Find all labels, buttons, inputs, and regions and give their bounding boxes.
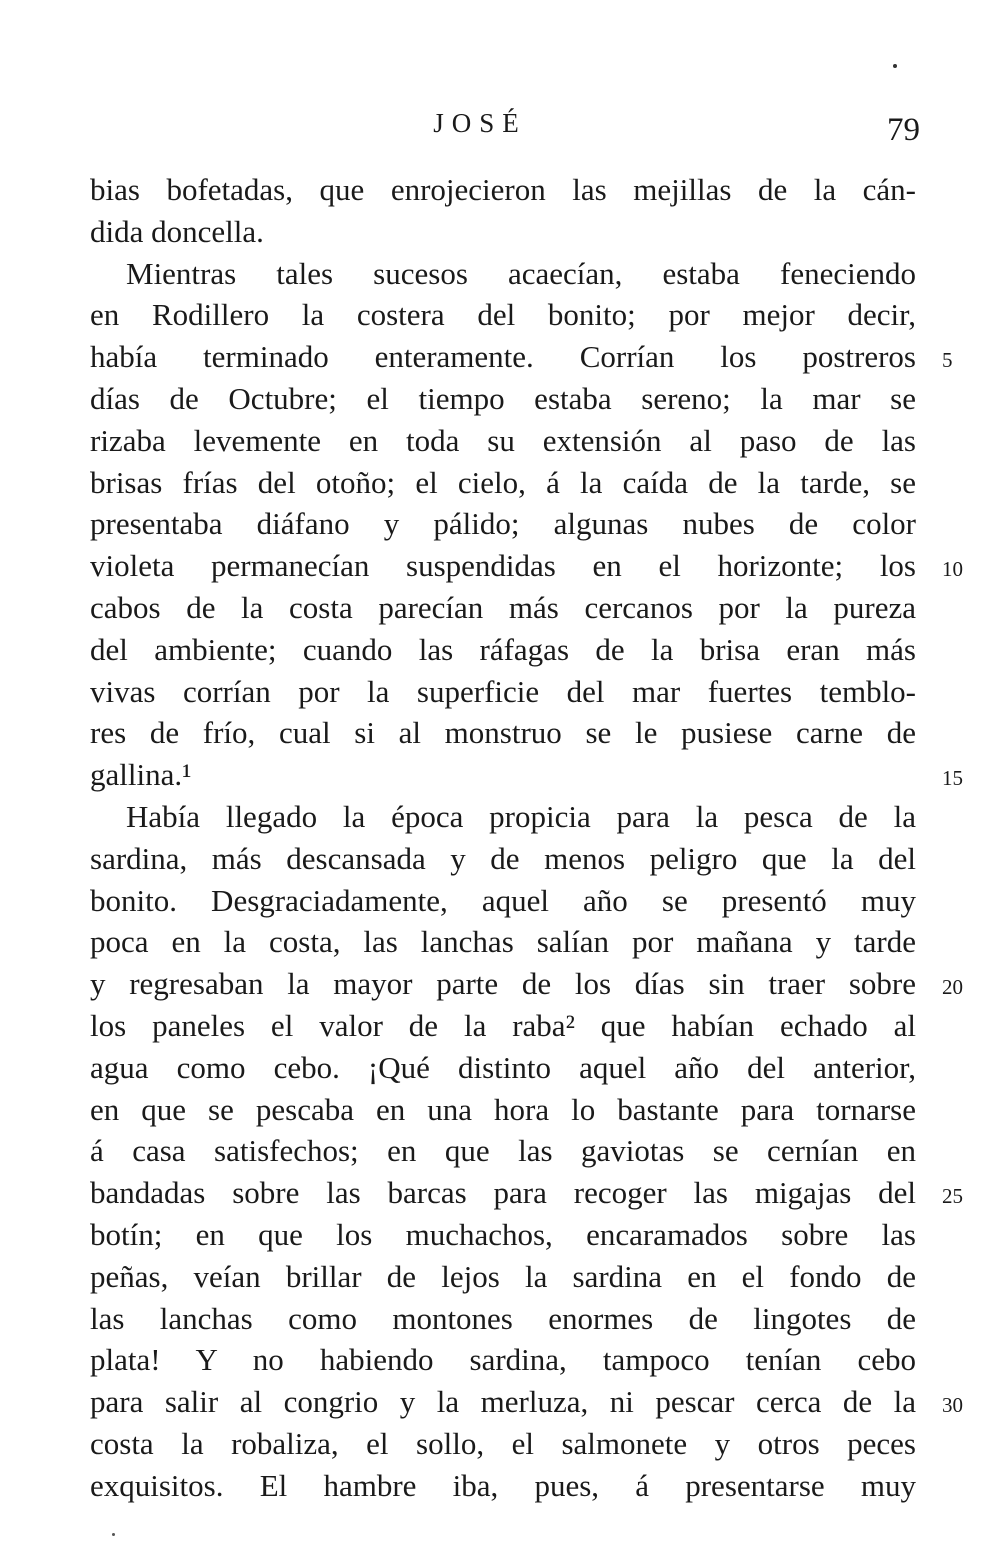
text-line-content: Mientras tales sucesos acaecían, estaba feneciendo — [126, 255, 916, 291]
text-line-content: res de frío, cual si al monstruo se le pusiese carne de — [90, 715, 916, 751]
text-line — [90, 211, 916, 253]
text-line — [90, 963, 963, 1005]
text-line — [90, 1339, 916, 1381]
text-line-content: agua como cebo. ¡Qué distinto aquel año del anterior, — [90, 1049, 916, 1085]
printer-speck-bottom — [112, 1533, 115, 1536]
text-line-content: presentaba diáfano y pálido; algunas nubes de color — [90, 506, 916, 542]
text-line-content: y regresaban la mayor parte de los días sin traer sobre — [90, 966, 916, 1002]
line-number: 5 — [942, 348, 953, 373]
text-line-content: sardina, más descansada y de menos peligro que la del — [90, 840, 916, 876]
text-line-content: cabos de la costa parecían más cercanos por la pureza — [90, 589, 916, 625]
text-line — [90, 1005, 916, 1047]
text-line — [90, 462, 916, 504]
line-number: 20 — [942, 975, 963, 1000]
text-line — [90, 1089, 916, 1131]
text-line — [90, 754, 963, 796]
text-line-content: vivas corrían por la superficie del mar fuertes temblo- — [90, 673, 916, 709]
text-line-content: los paneles el valor de la raba² que habían echado al — [90, 1007, 916, 1043]
text-line-content: brisas frías del otoño; el cielo, á la caída de la tarde, se — [90, 464, 916, 500]
text-line-content: dida doncella. — [90, 213, 264, 249]
running-header-title: JOSÉ — [433, 108, 527, 138]
text-line — [90, 1256, 916, 1298]
text-line-content: exquisitos. El hambre iba, pues, á presentarse muy — [90, 1467, 916, 1503]
text-line-content: botín; en que los muchachos, encaramados sobre las — [90, 1216, 916, 1252]
text-line — [90, 1381, 963, 1423]
text-line — [90, 253, 916, 295]
text-line-content: rizaba levemente en toda su extensión al paso de las — [90, 422, 916, 458]
page-number: 79 — [887, 112, 920, 148]
text-line — [90, 1465, 916, 1507]
text-line-content: bonito. Desgraciadamente, aquel año se presentó muy — [90, 882, 916, 918]
text-line-content: en que se pescaba en una hora lo bastante para tornarse — [90, 1091, 916, 1127]
text-line — [90, 629, 916, 671]
line-number: 30 — [942, 1393, 963, 1418]
text-line-content: bias bofetadas, que enrojecieron las mejillas de la cán- — [90, 172, 916, 207]
text-line-content: bandadas sobre las barcas para recoger las migajas del — [90, 1175, 916, 1211]
text-line-content: Había llegado la época propicia para la pesca de la — [126, 798, 916, 834]
text-line — [90, 671, 916, 713]
text-line-content: había terminado enteramente. Corrían los postreros — [90, 339, 916, 375]
text-line — [90, 1172, 963, 1214]
text-line — [90, 545, 963, 587]
text-line-content: plata! Y no habiendo sardina, tampoco tenían cebo — [90, 1342, 916, 1378]
text-line-content: para salir al congrio y la merluza, ni pescar cerca de la — [90, 1384, 916, 1420]
text-line — [90, 1214, 916, 1256]
text-line-content: á casa satisfechos; en que las gaviotas se cernían en — [90, 1133, 916, 1169]
text-line-content: gallina.¹ — [90, 757, 192, 793]
text-line-content: en Rodillero la costera del bonito; por mejor decir, — [90, 297, 916, 333]
line-number: 10 — [942, 557, 963, 582]
text-line — [90, 420, 916, 462]
text-line — [90, 503, 916, 545]
text-line — [90, 712, 916, 754]
text-line — [90, 1423, 916, 1465]
text-line — [90, 1047, 916, 1089]
text-line-content: peñas, veían brillar de lejos la sardina en el fondo de — [90, 1258, 916, 1294]
text-line — [90, 336, 953, 378]
text-line-content: violeta permanecían suspendidas en el horizonte; los — [90, 548, 916, 584]
text-line-content: costa la robaliza, el sollo, el salmonete y otros peces — [90, 1425, 916, 1461]
text-line — [90, 378, 916, 420]
text-line — [90, 838, 916, 880]
text-line — [90, 294, 916, 336]
text-line-content: las lanchas como montones enormes de lingotes de — [90, 1300, 916, 1336]
printer-speck — [893, 64, 897, 68]
text-line-content: poca en la costa, las lanchas salían por mañana y tarde — [90, 924, 916, 960]
text-line-content: días de Octubre; el tiempo estaba sereno; la mar se — [90, 380, 916, 416]
text-line — [90, 796, 916, 838]
text-line — [90, 1130, 916, 1172]
text-line-content: del ambiente; cuando las ráfagas de la brisa eran más — [90, 631, 916, 667]
line-number: 15 — [942, 766, 963, 791]
body-text — [90, 169, 963, 1507]
text-line — [90, 587, 916, 629]
text-line — [90, 1298, 916, 1340]
text-line — [90, 921, 916, 963]
text-line — [90, 169, 916, 211]
text-line — [90, 880, 916, 922]
line-number: 25 — [942, 1184, 963, 1209]
